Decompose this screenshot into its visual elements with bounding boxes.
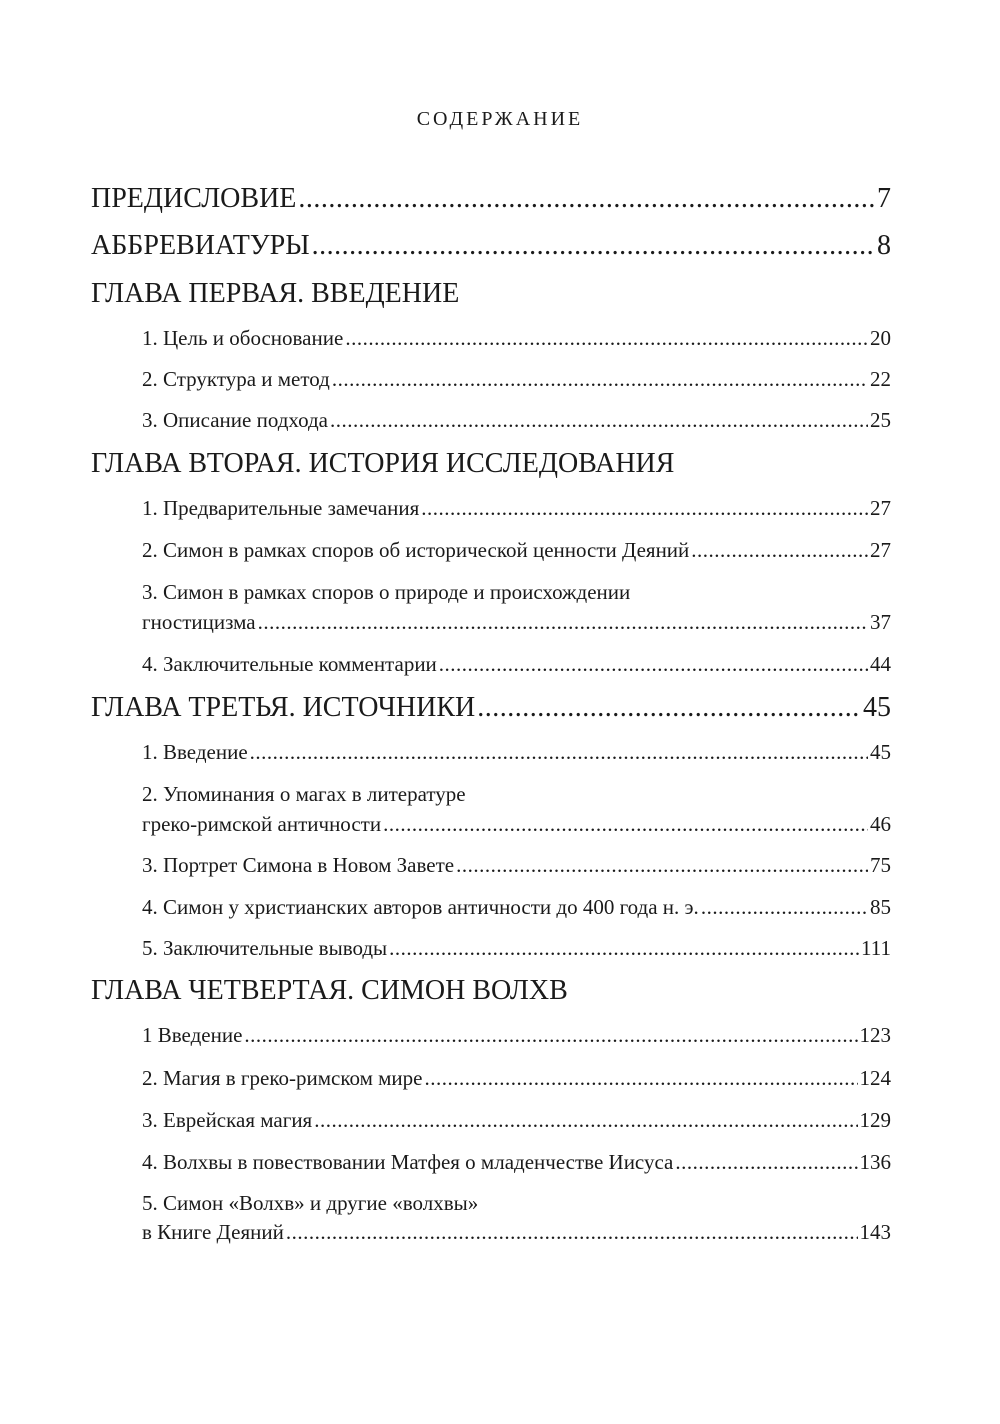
toc-item-label-line1[interactable]: 2. Упоминания о магах в литературе — [142, 782, 466, 806]
toc-item-label: 1. Цель и обоснование — [142, 326, 344, 350]
toc-item-label: гностицизма — [142, 610, 256, 634]
toc-entry-page: 8 — [877, 230, 891, 261]
toc-item-page: 136 — [859, 1150, 891, 1174]
toc-item[interactable] — [142, 367, 891, 392]
leader-dots — [701, 895, 868, 920]
toc-item-page: 46 — [870, 812, 891, 836]
toc-item-page: 44 — [870, 652, 891, 676]
leader-dots — [330, 408, 868, 433]
toc-item-label: 2. Структура и метод — [142, 367, 330, 391]
toc-item-label: 3. Описание подхода — [142, 408, 329, 432]
toc-item[interactable] — [142, 326, 891, 351]
toc-item-label: 4. Заключительные комментарии — [142, 652, 437, 676]
toc-item[interactable] — [142, 652, 891, 677]
leader-dots — [250, 740, 868, 765]
toc-item[interactable] — [142, 895, 891, 920]
toc-item[interactable] — [142, 853, 891, 878]
toc-item-page: 111 — [861, 936, 891, 960]
toc-item-label: 4. Волхвы в повествовании Матфея о младенчестве Иисуса — [142, 1150, 674, 1174]
toc-item-page: 25 — [870, 408, 891, 432]
toc-entry-label: АББРЕВИАТУРЫ — [91, 230, 310, 261]
toc-chapter-2[interactable] — [91, 448, 891, 480]
leader-dots — [421, 496, 868, 521]
toc-item[interactable] — [142, 496, 891, 521]
leader-dots — [298, 183, 875, 215]
toc-item-page: 27 — [870, 538, 891, 562]
toc-item-page: 22 — [870, 367, 891, 391]
leader-dots — [258, 610, 868, 635]
toc-item-page: 20 — [870, 326, 891, 350]
toc-item-label: 4. Симон у христианских авторов античности до 400 года н. э. — [142, 895, 699, 919]
toc-chapter-1[interactable] — [91, 278, 891, 310]
leader-dots — [389, 936, 859, 961]
leader-dots — [332, 367, 868, 392]
toc-item[interactable] — [142, 408, 891, 433]
leader-dots — [345, 326, 868, 351]
chapter-heading: ГЛАВА ЧЕТВЕРТАЯ. СИМОН ВОЛХВ — [91, 975, 568, 1006]
toc-chapter-3[interactable] — [91, 692, 891, 724]
toc-item-label: греко-римской античности — [142, 812, 382, 836]
toc-item[interactable] — [142, 610, 891, 635]
toc-item-page: 27 — [870, 496, 891, 520]
toc-item-label-line1[interactable]: 5. Симон «Волхв» и другие «волхвы» — [142, 1191, 479, 1215]
toc-item[interactable] — [142, 1220, 891, 1245]
leader-dots — [312, 230, 875, 262]
leader-dots — [456, 853, 868, 878]
toc-item[interactable] — [142, 1066, 891, 1091]
toc-item-label: 2. Магия в греко-римском мире — [142, 1066, 423, 1090]
toc-entry-preface[interactable] — [91, 183, 891, 215]
page-title: содержание — [416, 100, 584, 132]
toc-item[interactable] — [142, 538, 891, 563]
leader-dots — [314, 1108, 857, 1133]
toc-item[interactable] — [142, 1023, 891, 1048]
leader-dots — [244, 1023, 857, 1048]
toc-entry-page: 45 — [863, 692, 891, 723]
leader-dots — [383, 812, 868, 837]
toc-item[interactable] — [142, 812, 891, 837]
toc-item-label: в Книге Деяний — [142, 1220, 284, 1244]
toc-entry-label: ПРЕДИСЛОВИЕ — [91, 183, 297, 214]
toc-item[interactable] — [142, 1108, 891, 1133]
toc-entry-page: 7 — [877, 183, 891, 214]
toc-item-page: 85 — [870, 895, 891, 919]
toc-item-label: 1 Введение — [142, 1023, 243, 1047]
toc-item-page: 123 — [859, 1023, 891, 1047]
chapter-heading: ГЛАВА ПЕРВАЯ. ВВЕДЕНИЕ — [91, 278, 460, 309]
toc-item-label: 5. Заключительные выводы — [142, 936, 388, 960]
toc-item-label: 3. Портрет Симона в Новом Завете — [142, 853, 455, 877]
toc-item-label: 1. Введение — [142, 740, 248, 764]
toc-item-page: 45 — [870, 740, 891, 764]
toc-chapter-4[interactable] — [91, 975, 891, 1007]
chapter-heading: ГЛАВА ВТОРАЯ. ИСТОРИЯ ИССЛЕДОВАНИЯ — [91, 448, 675, 479]
toc-item-label: 3. Еврейская магия — [142, 1108, 313, 1132]
leader-dots — [286, 1220, 858, 1245]
toc-item[interactable] — [142, 1150, 891, 1175]
leader-dots — [477, 692, 861, 724]
chapter-heading: ГЛАВА ТРЕТЬЯ. ИСТОЧНИКИ — [91, 692, 476, 723]
leader-dots — [439, 652, 868, 677]
toc-item-label: 1. Предварительные замечания — [142, 496, 420, 520]
leader-dots — [424, 1066, 857, 1091]
toc-item-page: 37 — [870, 610, 891, 634]
toc-item[interactable] — [142, 740, 891, 765]
toc-item-page: 129 — [859, 1108, 891, 1132]
toc-item-page: 75 — [870, 853, 891, 877]
toc-item-label-line1[interactable]: 3. Симон в рамках споров о природе и происхождении — [142, 580, 631, 604]
toc-entry-abbreviations[interactable] — [91, 230, 891, 262]
toc-item[interactable] — [142, 936, 891, 961]
leader-dots — [675, 1150, 857, 1175]
toc-item-label: 2. Симон в рамках споров об исторической ценности Деяний — [142, 538, 690, 562]
toc-item-page: 124 — [859, 1066, 891, 1090]
toc-item-page: 143 — [859, 1220, 891, 1244]
leader-dots — [691, 538, 868, 563]
